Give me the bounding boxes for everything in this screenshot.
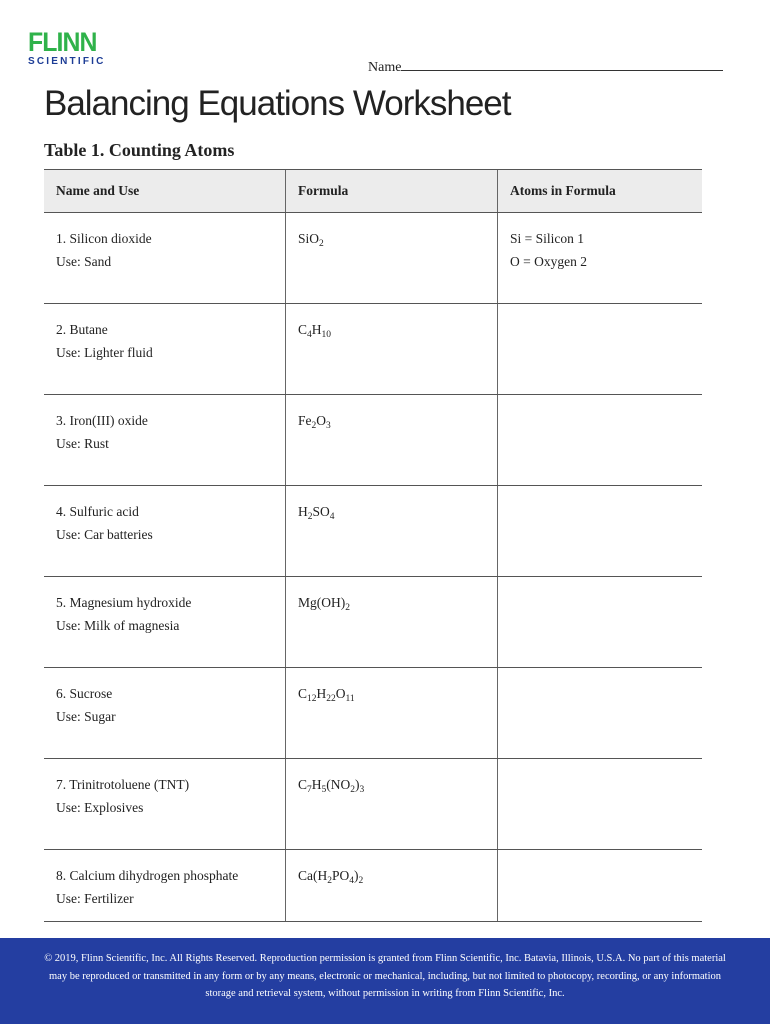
formula-element: (NO [326,777,351,792]
worksheet-title: Balancing Equations Worksheet [44,84,511,123]
table-title: Table 1. Counting Atoms [44,140,235,160]
atoms-cell[interactable] [497,668,702,758]
compound-cell [44,850,285,921]
formula-cell [285,668,497,758]
atoms-cell[interactable] [497,577,702,667]
compound-cell [44,668,285,758]
formula-element: Ca(H [298,868,328,883]
compound-name: 7. Trinitrotoluene (TNT) [56,777,190,792]
copyright-footer [0,938,770,1024]
table-row [44,486,702,577]
table-row [44,304,702,395]
column-header-name-and-use: Name and Use [56,183,140,198]
formula-cell [285,486,497,576]
formula-cell [285,577,497,667]
compound-use: Use: Sugar [56,709,116,724]
chemical-formula [298,409,497,432]
formula-subscript: 2 [345,603,350,613]
compound-use: Use: Car batteries [56,527,153,542]
formula-subscript: 2 [350,785,356,795]
compound-name: 4. Sulfuric acid [56,504,139,519]
name-blank-line[interactable] [401,58,723,71]
formula-subscript: 22 [326,694,336,704]
chemical-formula [298,591,497,614]
atoms-cell[interactable] [497,395,702,485]
formula-element: SO [312,504,330,519]
chemical-formula [298,682,497,705]
formula-subscript: 11 [345,694,355,704]
compound-cell [44,304,285,394]
chemical-formula [298,500,497,523]
formula-element: Si [298,231,310,246]
compound-use: Use: Fertilizer [56,891,134,906]
formula-subscript: 4 [349,876,355,886]
name-field[interactable] [368,58,723,76]
table-row [44,395,702,486]
logo-wordmark-flinn: FLINN [28,27,97,57]
compound-use: Use: Sand [56,254,112,269]
formula-element: Fe [298,413,312,428]
formula-subscript: 2 [327,876,332,886]
chemical-formula [298,864,497,887]
compound-name: 1. Silicon dioxide [56,231,152,246]
flinn-scientific-logo [28,27,106,67]
formula-element: O [309,231,320,246]
formula-subscript: 4 [329,512,335,522]
formula-subscript: 5 [321,785,327,795]
chemical-formula [298,773,497,796]
chemical-formula [298,318,497,341]
footer-line: may be reproduced or transmitted in any form or by any means, electronic or mechanical, including, but not limited to photocopy, recording, or any information [49,970,721,982]
atom-count: Si = Silicon 1 [510,231,584,246]
column-header-atoms: Atoms in Formula [497,170,702,212]
formula-subscript: 2 [307,512,313,522]
table-row [44,668,702,759]
formula-element: O [316,413,326,428]
formula-element: H [311,777,322,792]
formula-subscript: 4 [307,330,312,340]
formula-subscript: 2 [319,239,324,249]
compound-cell [44,213,285,303]
formula-subscript: 12 [307,694,317,704]
formula-subscript: 10 [321,330,332,340]
formula-element: C [298,322,308,337]
formula-cell [285,304,497,394]
compound-use: Use: Rust [56,436,109,451]
formula-element: ) [354,868,359,883]
compound-use: Use: Explosives [56,800,144,815]
formula-cell [285,395,497,485]
formula-element: PO [332,868,350,883]
formula-subscript: 3 [359,785,365,795]
formula-subscript: 7 [307,785,312,795]
formula-cell [285,213,497,303]
formula-subscript: 2 [311,421,317,431]
formula-element: ) [355,777,360,792]
logo-wordmark-scientific: SCIENTIFIC [28,56,106,67]
table-header-row [44,169,702,213]
formula-cell [285,759,497,849]
compound-cell [44,577,285,667]
formula-element: H [311,322,322,337]
compound-name: 6. Sucrose [56,686,113,701]
name-label: Name [368,60,402,75]
chemical-formula [298,227,497,250]
table-row [44,213,702,304]
formula-element: H [298,504,308,519]
atoms-cell[interactable] [497,486,702,576]
formula-element: Mg(OH) [298,595,346,610]
formula-element: O [335,686,346,701]
compound-name: 3. Iron(III) oxide [56,413,148,428]
compound-name: 2. Butane [56,322,108,337]
atoms-cell[interactable] [497,850,702,921]
formula-element: C [298,686,308,701]
atoms-cell[interactable] [497,304,702,394]
footer-line: © 2019, Flinn Scientific, Inc. All Rights Reserved. Reproduction permission is granted from Flinn Scientific, Inc. Batavia, Illinois, U.S.A. No part of this material [44,953,726,964]
atom-count: O = Oxygen 2 [510,254,587,269]
formula-cell [285,850,497,921]
compound-name: 5. Magnesium hydroxide [56,595,192,610]
formula-element: H [316,686,327,701]
compound-use: Use: Milk of magnesia [56,618,180,633]
table-row [44,759,702,850]
table-row [44,850,702,922]
compound-name: 8. Calcium dihydrogen phosphate [56,868,239,883]
formula-subscript: 2 [358,876,364,886]
compound-use: Use: Lighter fluid [56,345,153,360]
compound-cell [44,395,285,485]
compound-cell [44,486,285,576]
atoms-cell [497,213,702,303]
formula-subscript: 3 [326,421,331,431]
footer-line: storage and retrieval system, without permission in writing from Flinn Scientific, Inc. [205,988,565,999]
counting-atoms-table [44,169,702,922]
column-header-formula: Formula [285,170,497,212]
formula-element: C [298,777,308,792]
compound-cell [44,759,285,849]
table-body [44,213,702,922]
table-row [44,577,702,668]
atoms-cell[interactable] [497,759,702,849]
